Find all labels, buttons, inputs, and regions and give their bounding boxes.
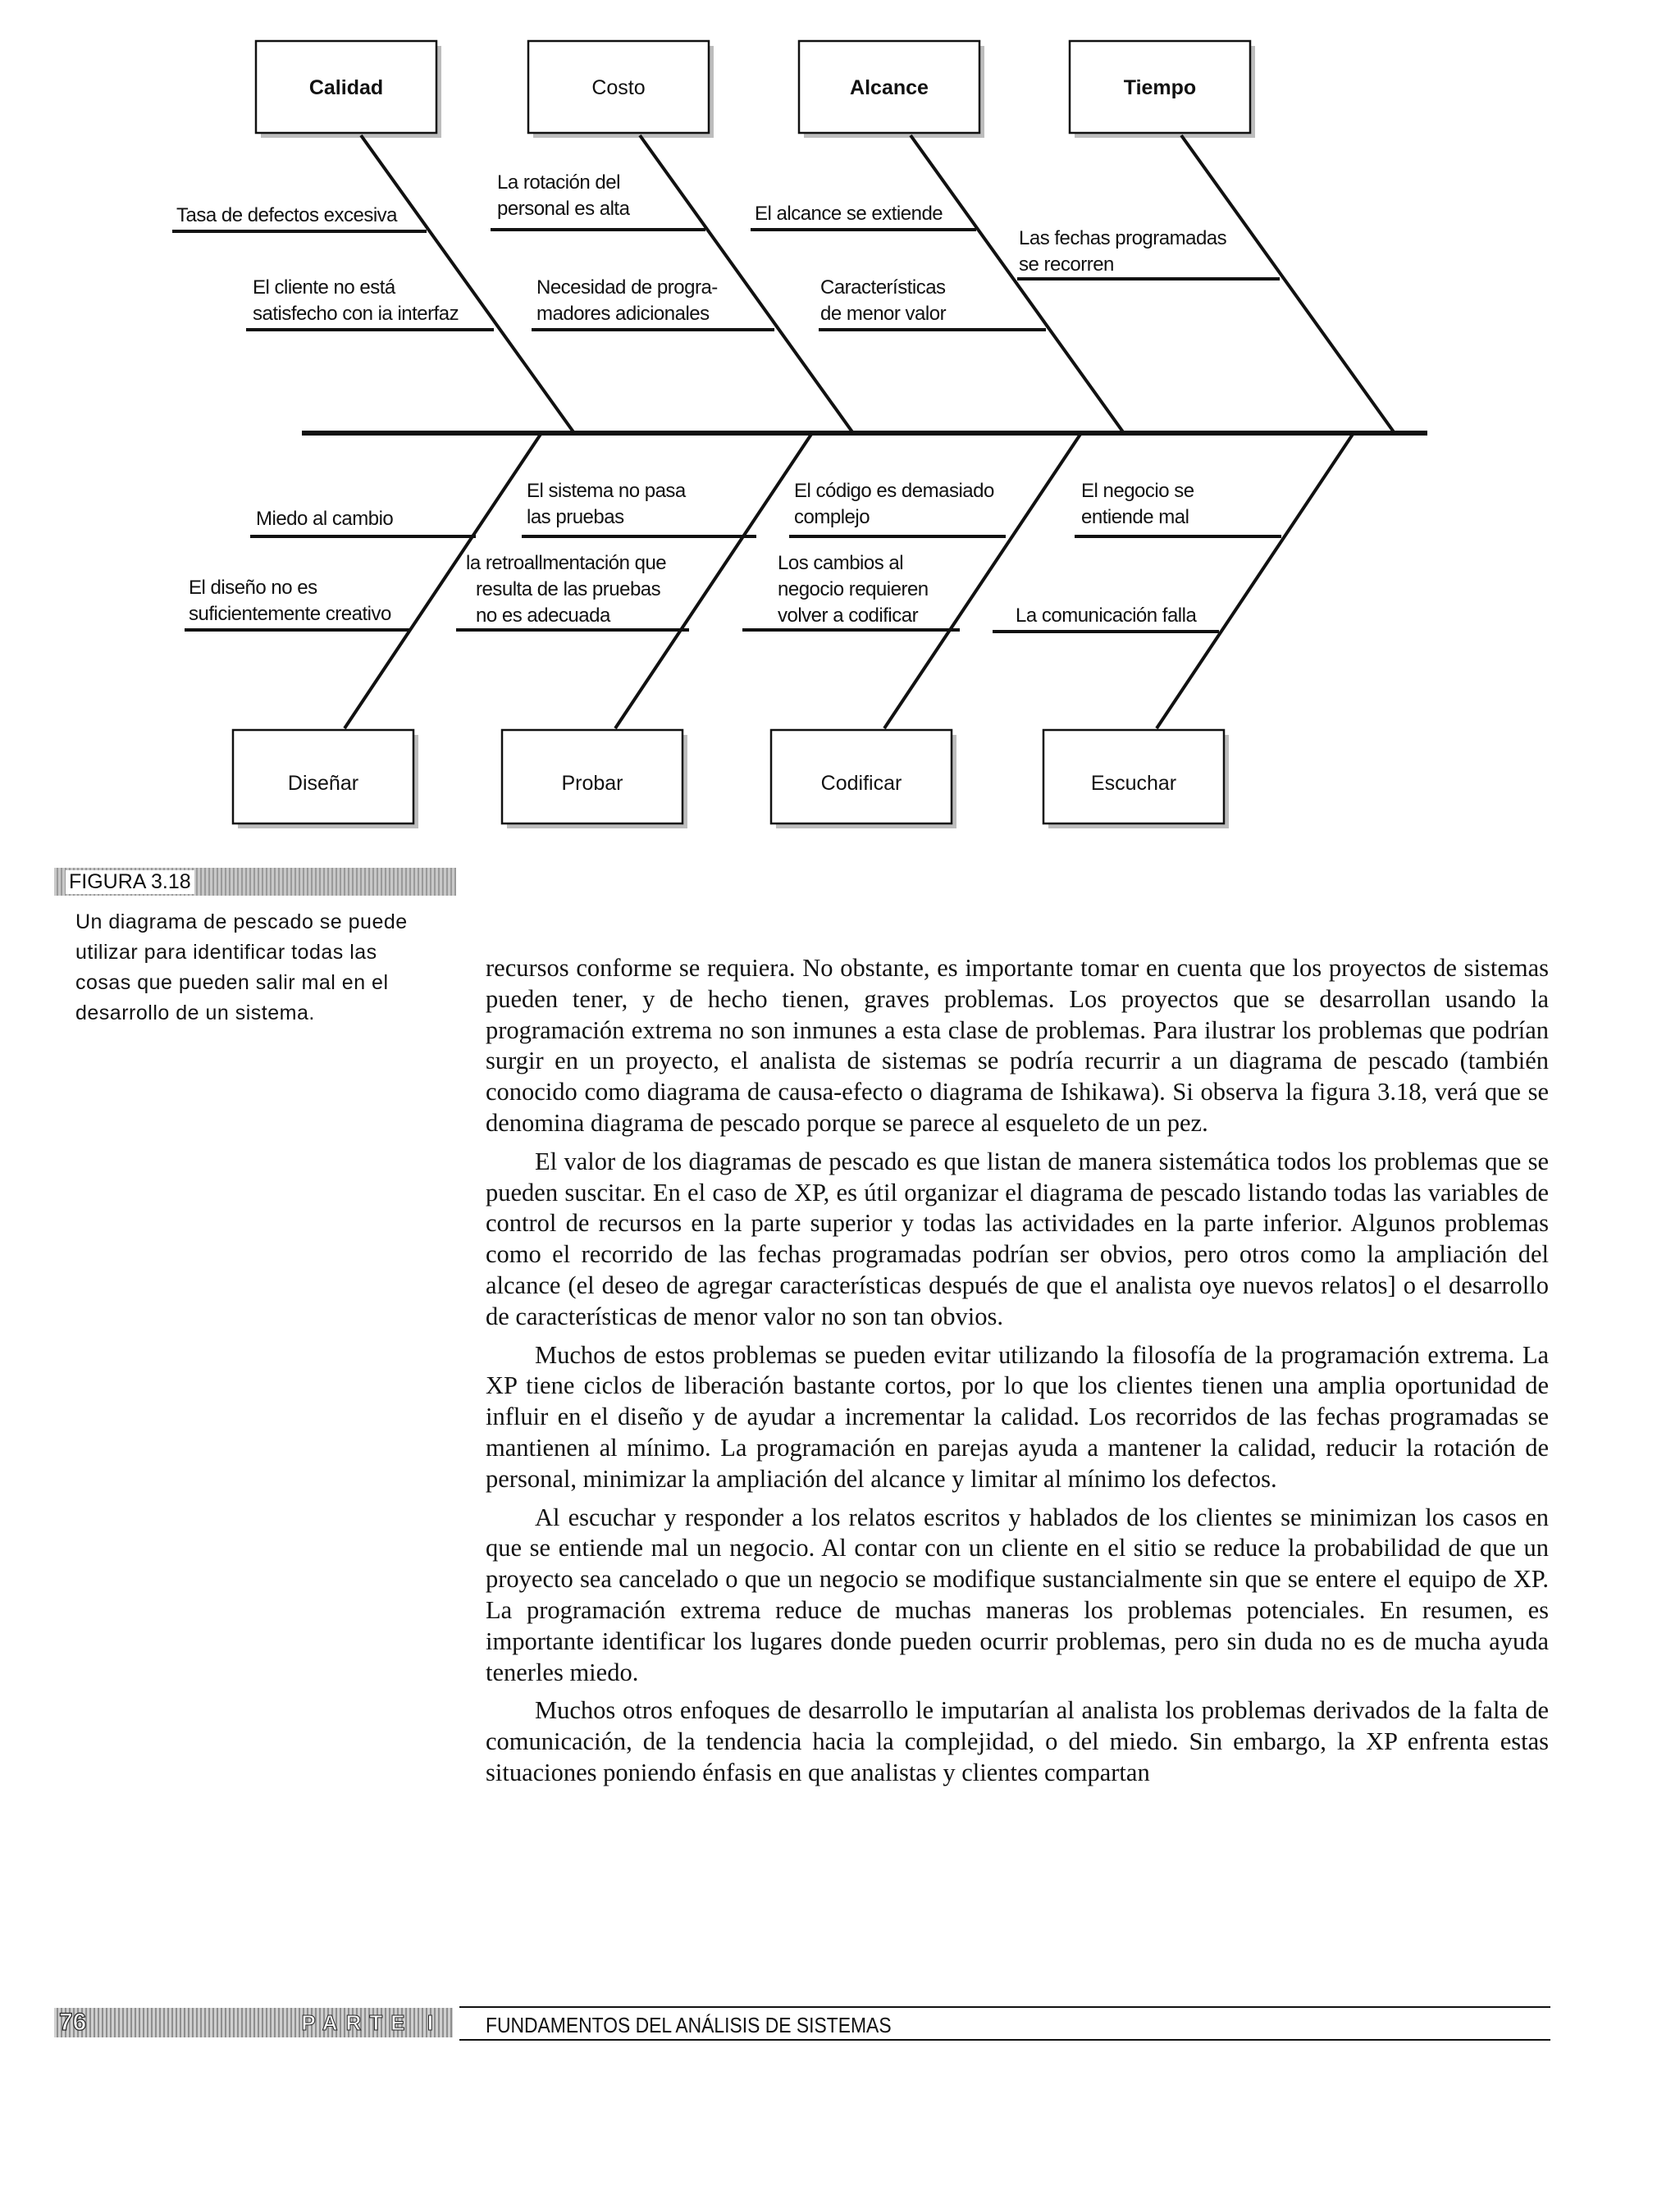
cause-probar-1a: El sistema no pasa xyxy=(527,480,686,502)
category-box-codificar xyxy=(771,730,956,828)
fishbone-diagram xyxy=(0,0,1680,869)
page-number: 76 xyxy=(59,2009,87,2036)
cause-costo-1a: La rotación del xyxy=(497,171,620,194)
cause-probar-2a: la retroallmentación que xyxy=(466,552,667,574)
cause-disenar-2b: suficientemente creativo xyxy=(189,603,391,625)
cause-costo-2b: madores adicionales xyxy=(536,303,710,325)
category-label-costo: Costo xyxy=(591,76,646,99)
cause-escuchar-1a: El negocio se xyxy=(1081,480,1194,502)
figure-label-band xyxy=(54,868,456,896)
bone-escuchar xyxy=(1157,433,1354,728)
cause-codificar-2b: negocio requieren xyxy=(778,578,929,600)
paragraph-1: recursos conforme se requiera. No obstante, es importante tomar en cuenta que los proyectos de sistemas pueden tener, y de hecho tienen, graves problemas. Los proyectos que se desarrollan usando la programación extrema no son inmunes a esta clase de problemas. Para ilustrar los problemas que podrían surgir en un proyecto, el analista de sistemas se podría recurrir a un diagrama de pescado (también conocido como diagrama de causa-efecto o diagrama de Ishikawa). Si observa la figura 3.18, verá que se denomina diagrama de pescado porque se parece al esqueleto de un pez. xyxy=(486,954,1549,1137)
paragraph-2: El valor de los diagramas de pescado es que listan de manera sistemática todos los problemas que se pueden suscitar. En el caso de XP, es útil organizar el diagrama de pescado listando todas las variables de control de recursos en la parte superior y todas las actividades en la parte inferior. Algunos problemas como el recorrido de las fechas programadas podrían ser obvios, pero otros como la ampliación del alcance (el deseo de agregar características después de que el analista oye nuevos relatos] o el desarrollo de características de menor valor no son tan obvios. xyxy=(486,1147,1549,1330)
category-label-alcance: Alcance xyxy=(850,76,929,99)
cause-alcance-1: El alcance se extiende xyxy=(755,203,943,225)
category-box-probar xyxy=(502,730,687,828)
cause-probar-1b: las pruebas xyxy=(527,506,624,528)
category-box-escuchar xyxy=(1043,730,1229,828)
figure-label: FIGURA 3.18 xyxy=(66,870,194,894)
category-box-tiempo xyxy=(1070,41,1255,138)
cause-codificar-1b: complejo xyxy=(794,506,870,528)
part-label: PARTE I xyxy=(301,2010,441,2035)
category-label-codificar: Codificar xyxy=(820,772,902,795)
footer-title: FUNDAMENTOS DEL ANÁLISIS DE SISTEMAS xyxy=(486,2013,892,2037)
cause-calidad-2b: satisfecho con ia interfaz xyxy=(253,303,459,325)
category-label-tiempo: Tiempo xyxy=(1123,76,1197,99)
figure-caption: Un diagrama de pescado se puede utilizar para identificar todas las cosas que pueden salir mal en el desarrollo de un sistema. xyxy=(75,910,408,1024)
cause-escuchar-2: La comunicación falla xyxy=(1016,604,1197,627)
cause-probar-2c: no es adecuada xyxy=(476,604,610,627)
category-label-probar: Probar xyxy=(561,772,623,795)
paragraph-4: Al escuchar y responder a los relatos escritos y hablados de los clientes se minimizan los casos en que se entiende mal un negocio. Al contar con un cliente en el sitio se reduce la probabilidad de que un proyecto sea cancelado o que un negocio se modifique sustancialmente sin que se entere el equipo de XP. La programación extrema reduce de muchas maneras los problemas potenciales. En resumen, es importante identificar los lugares donde pueden ocurrir problemas, pero sin duda no es de mucha ayuda tenerles miedo. xyxy=(486,1503,1549,1686)
cause-escuchar-1b: entiende mal xyxy=(1081,506,1189,528)
cause-costo-2a: Necesidad de progra- xyxy=(536,276,718,299)
footer-part-band xyxy=(54,2008,453,2037)
category-box-costo xyxy=(528,41,714,138)
cause-alcance-2a: Características xyxy=(820,276,946,299)
category-label-disenar: Diseñar xyxy=(287,772,359,795)
cause-tiempo-1b: se recorren xyxy=(1019,253,1114,276)
cause-calidad-2a: El cliente no está xyxy=(253,276,395,299)
paragraph-3: Muchos de estos problemas se pueden evitar utilizando la filosofía de la programación extrema. La XP tiene ciclos de liberación bastante cortos, por lo que los clientes tienen una amplia oportunidad de influir en el diseño y de ayudar a incrementar la calidad. Los recorridos de las fechas programadas se mantienen al mínimo. La programación en parejas ayuda a mantener la calidad, reducir la rotación de personal, minimizar la ampliación del alcance y limitar al mínimo los defectos. xyxy=(486,1340,1549,1493)
cause-codificar-1a: El código es demasiado xyxy=(794,480,994,502)
cause-alcance-2b: de menor valor xyxy=(820,303,947,325)
cause-disenar-2a: El diseño no es xyxy=(189,577,317,599)
cause-codificar-2c: volver a codificar xyxy=(778,604,919,627)
cause-calidad-1: Tasa de defectos excesiva xyxy=(176,204,397,226)
category-box-calidad xyxy=(256,41,441,138)
category-label-escuchar: Escuchar xyxy=(1090,772,1177,795)
footer-rule-bottom xyxy=(459,2039,1550,2041)
paragraph-5: Muchos otros enfoques de desarrollo le imputarían al analista los problemas derivados de la falta de comunicación, de la tendencia hacia la complejidad, o del miedo. Sin embargo, la XP enfrenta estas situaciones poniendo énfasis en que analistas y clientes compartan xyxy=(486,1696,1549,1786)
cause-probar-2b: resulta de las pruebas xyxy=(476,578,661,600)
category-box-alcance xyxy=(799,41,984,138)
category-label-calidad: Calidad xyxy=(308,76,384,99)
footer-rule-top xyxy=(459,2006,1550,2008)
cause-tiempo-1a: Las fechas programadas xyxy=(1019,227,1227,249)
cause-costo-1b: personal es alta xyxy=(497,198,630,220)
category-box-disenar xyxy=(233,730,418,828)
bone-tiempo xyxy=(1181,135,1395,433)
cause-codificar-2a: Los cambios al xyxy=(778,552,904,574)
body-text xyxy=(486,953,1549,1796)
cause-disenar-1: Miedo al cambio xyxy=(256,508,394,530)
